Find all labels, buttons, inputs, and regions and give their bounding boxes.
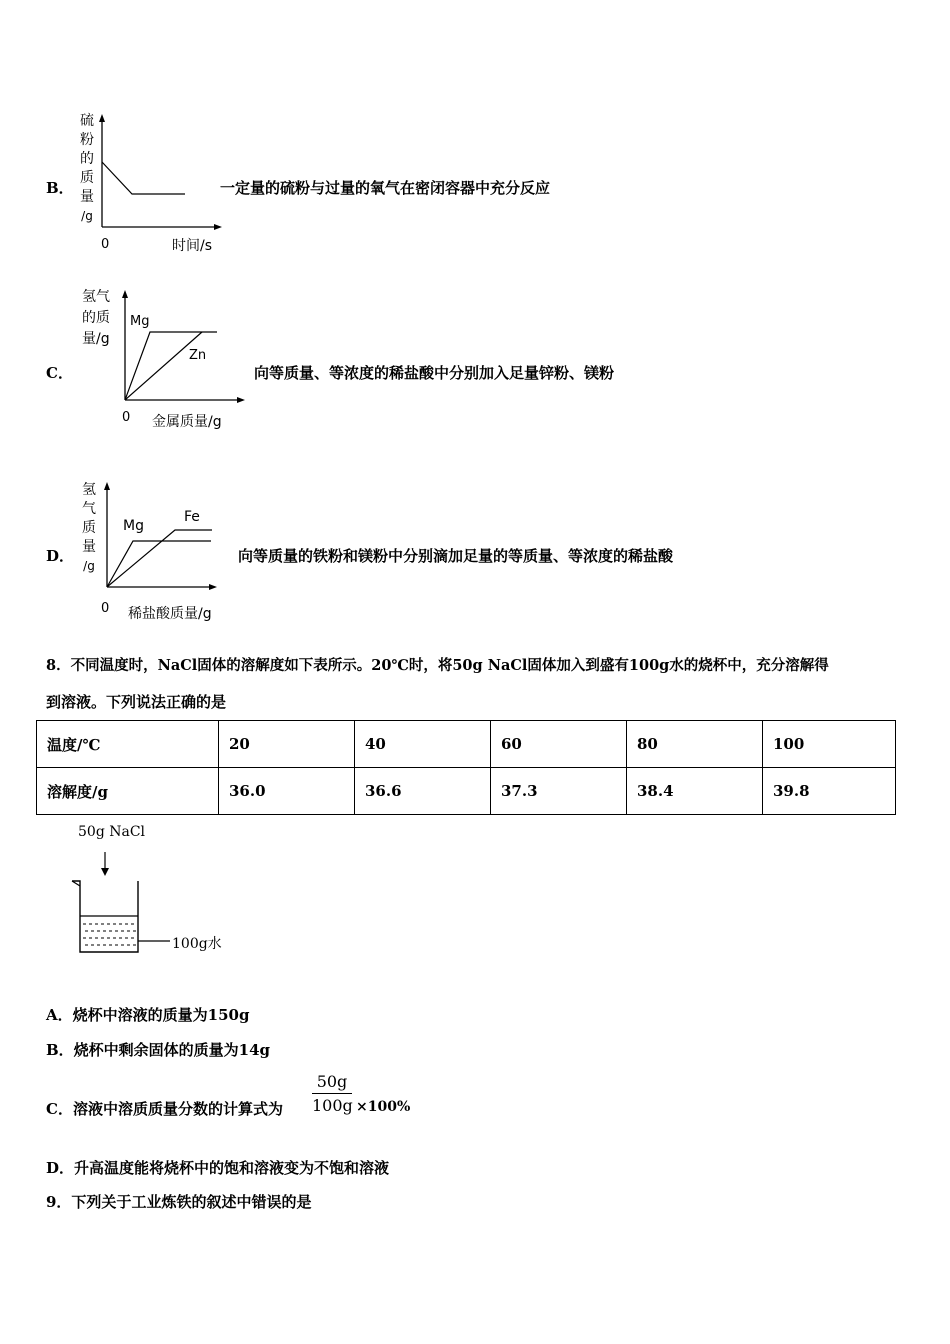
sulfur-curve (102, 162, 185, 194)
option-d-letter: D． (46, 547, 75, 565)
water-pattern (83, 924, 136, 945)
q8-option-b: B．烧杯中剩余固体的质量为14g (46, 1041, 271, 1059)
x-axis-arrow (209, 584, 217, 590)
q8-stem-line1: 8．不同温度时，NaCl固体的溶解度如下表所示。20℃时，将50g NaCl固体加入到盛有100g水的烧杯中，充分溶解得 (46, 657, 829, 674)
option-d-x-label: 稀盐酸质量/g (128, 606, 212, 622)
table-row (37, 768, 896, 815)
beaker-lip (72, 881, 80, 886)
q8-option-a: A．烧杯中溶液的质量为150g (46, 1006, 250, 1024)
zn-curve (125, 332, 202, 400)
table-cell: 80 (627, 721, 763, 768)
option-c-x-label: 金属质量/g (152, 414, 222, 430)
beaker-top-label: 50g NaCl (78, 824, 146, 840)
option-d-mg-label: Mg (123, 518, 144, 534)
y-axis-arrow (99, 114, 105, 122)
table-cell: 20 (219, 721, 355, 768)
option-d-fe-label: Fe (184, 509, 200, 525)
q8-option-c-fraction (312, 1072, 352, 1115)
table-cell: 39.8 (763, 768, 896, 815)
option-b-origin: 0 (101, 237, 110, 252)
option-d-y-label: 氢 气 质 量 /g (82, 482, 96, 573)
table-cell: 38.4 (627, 768, 763, 815)
q8-option-c-prefix: C．溶液中溶质质量分数的计算式为 (46, 1100, 283, 1118)
option-b-x-label: 时间/s (172, 238, 213, 254)
table-cell: 温度/℃ (37, 721, 219, 768)
mg-curve (107, 541, 211, 587)
table-cell: 溶解度/g (37, 768, 219, 815)
option-c-graph (118, 288, 248, 408)
option-b-desc: 一定量的硫粉与过量的氧气在密闭容器中充分反应 (220, 179, 551, 197)
table-cell: 37.3 (491, 768, 627, 815)
table-cell: 36.0 (219, 768, 355, 815)
x-axis-arrow (237, 397, 245, 403)
fraction-denominator: 100g (312, 1096, 353, 1115)
option-b-y-label: 硫 粉 的 质 量 /g (80, 113, 94, 223)
option-c-letter: C． (46, 364, 73, 382)
mg-curve (125, 332, 217, 400)
option-d-graph (100, 480, 225, 592)
question-9-stem: 9．下列关于工业炼铁的叙述中错误的是 (46, 1193, 312, 1211)
y-axis-arrow (122, 290, 128, 298)
table-cell: 60 (491, 721, 627, 768)
q8-option-c-suffix: ×100% (356, 1099, 411, 1115)
y-axis-arrow (104, 482, 110, 490)
option-c-zn-label: Zn (189, 348, 207, 363)
down-arrow-head-icon (101, 868, 109, 876)
option-d-desc: 向等质量的铁粉和镁粉中分别滴加足量的等质量、等浓度的稀盐酸 (238, 547, 674, 565)
option-c-origin: 0 (122, 410, 131, 425)
x-axis-arrow (214, 224, 222, 230)
option-b-letter: B． (46, 179, 74, 197)
option-d-origin: 0 (101, 601, 110, 616)
option-c-y-label: 氢气 的质 量/g (82, 289, 110, 347)
q8-option-d: D．升高温度能将烧杯中的饱和溶液变为不饱和溶液 (46, 1159, 390, 1177)
table-cell: 36.6 (355, 768, 491, 815)
table-cell: 40 (355, 721, 491, 768)
option-b-graph (95, 112, 225, 232)
solubility-table (36, 720, 896, 815)
table-cell: 100 (763, 721, 896, 768)
option-c-mg-label: Mg (130, 314, 150, 329)
fraction-numerator: 50g (316, 1072, 348, 1091)
beaker-illustration (66, 848, 176, 960)
table-row (37, 721, 896, 768)
option-c-desc: 向等质量、等浓度的稀盐酸中分别加入足量锌粉、镁粉 (254, 364, 615, 382)
beaker-side-label: 100g水 (172, 936, 222, 952)
q8-stem-line2: 到溶液。下列说法正确的是 (46, 693, 227, 711)
